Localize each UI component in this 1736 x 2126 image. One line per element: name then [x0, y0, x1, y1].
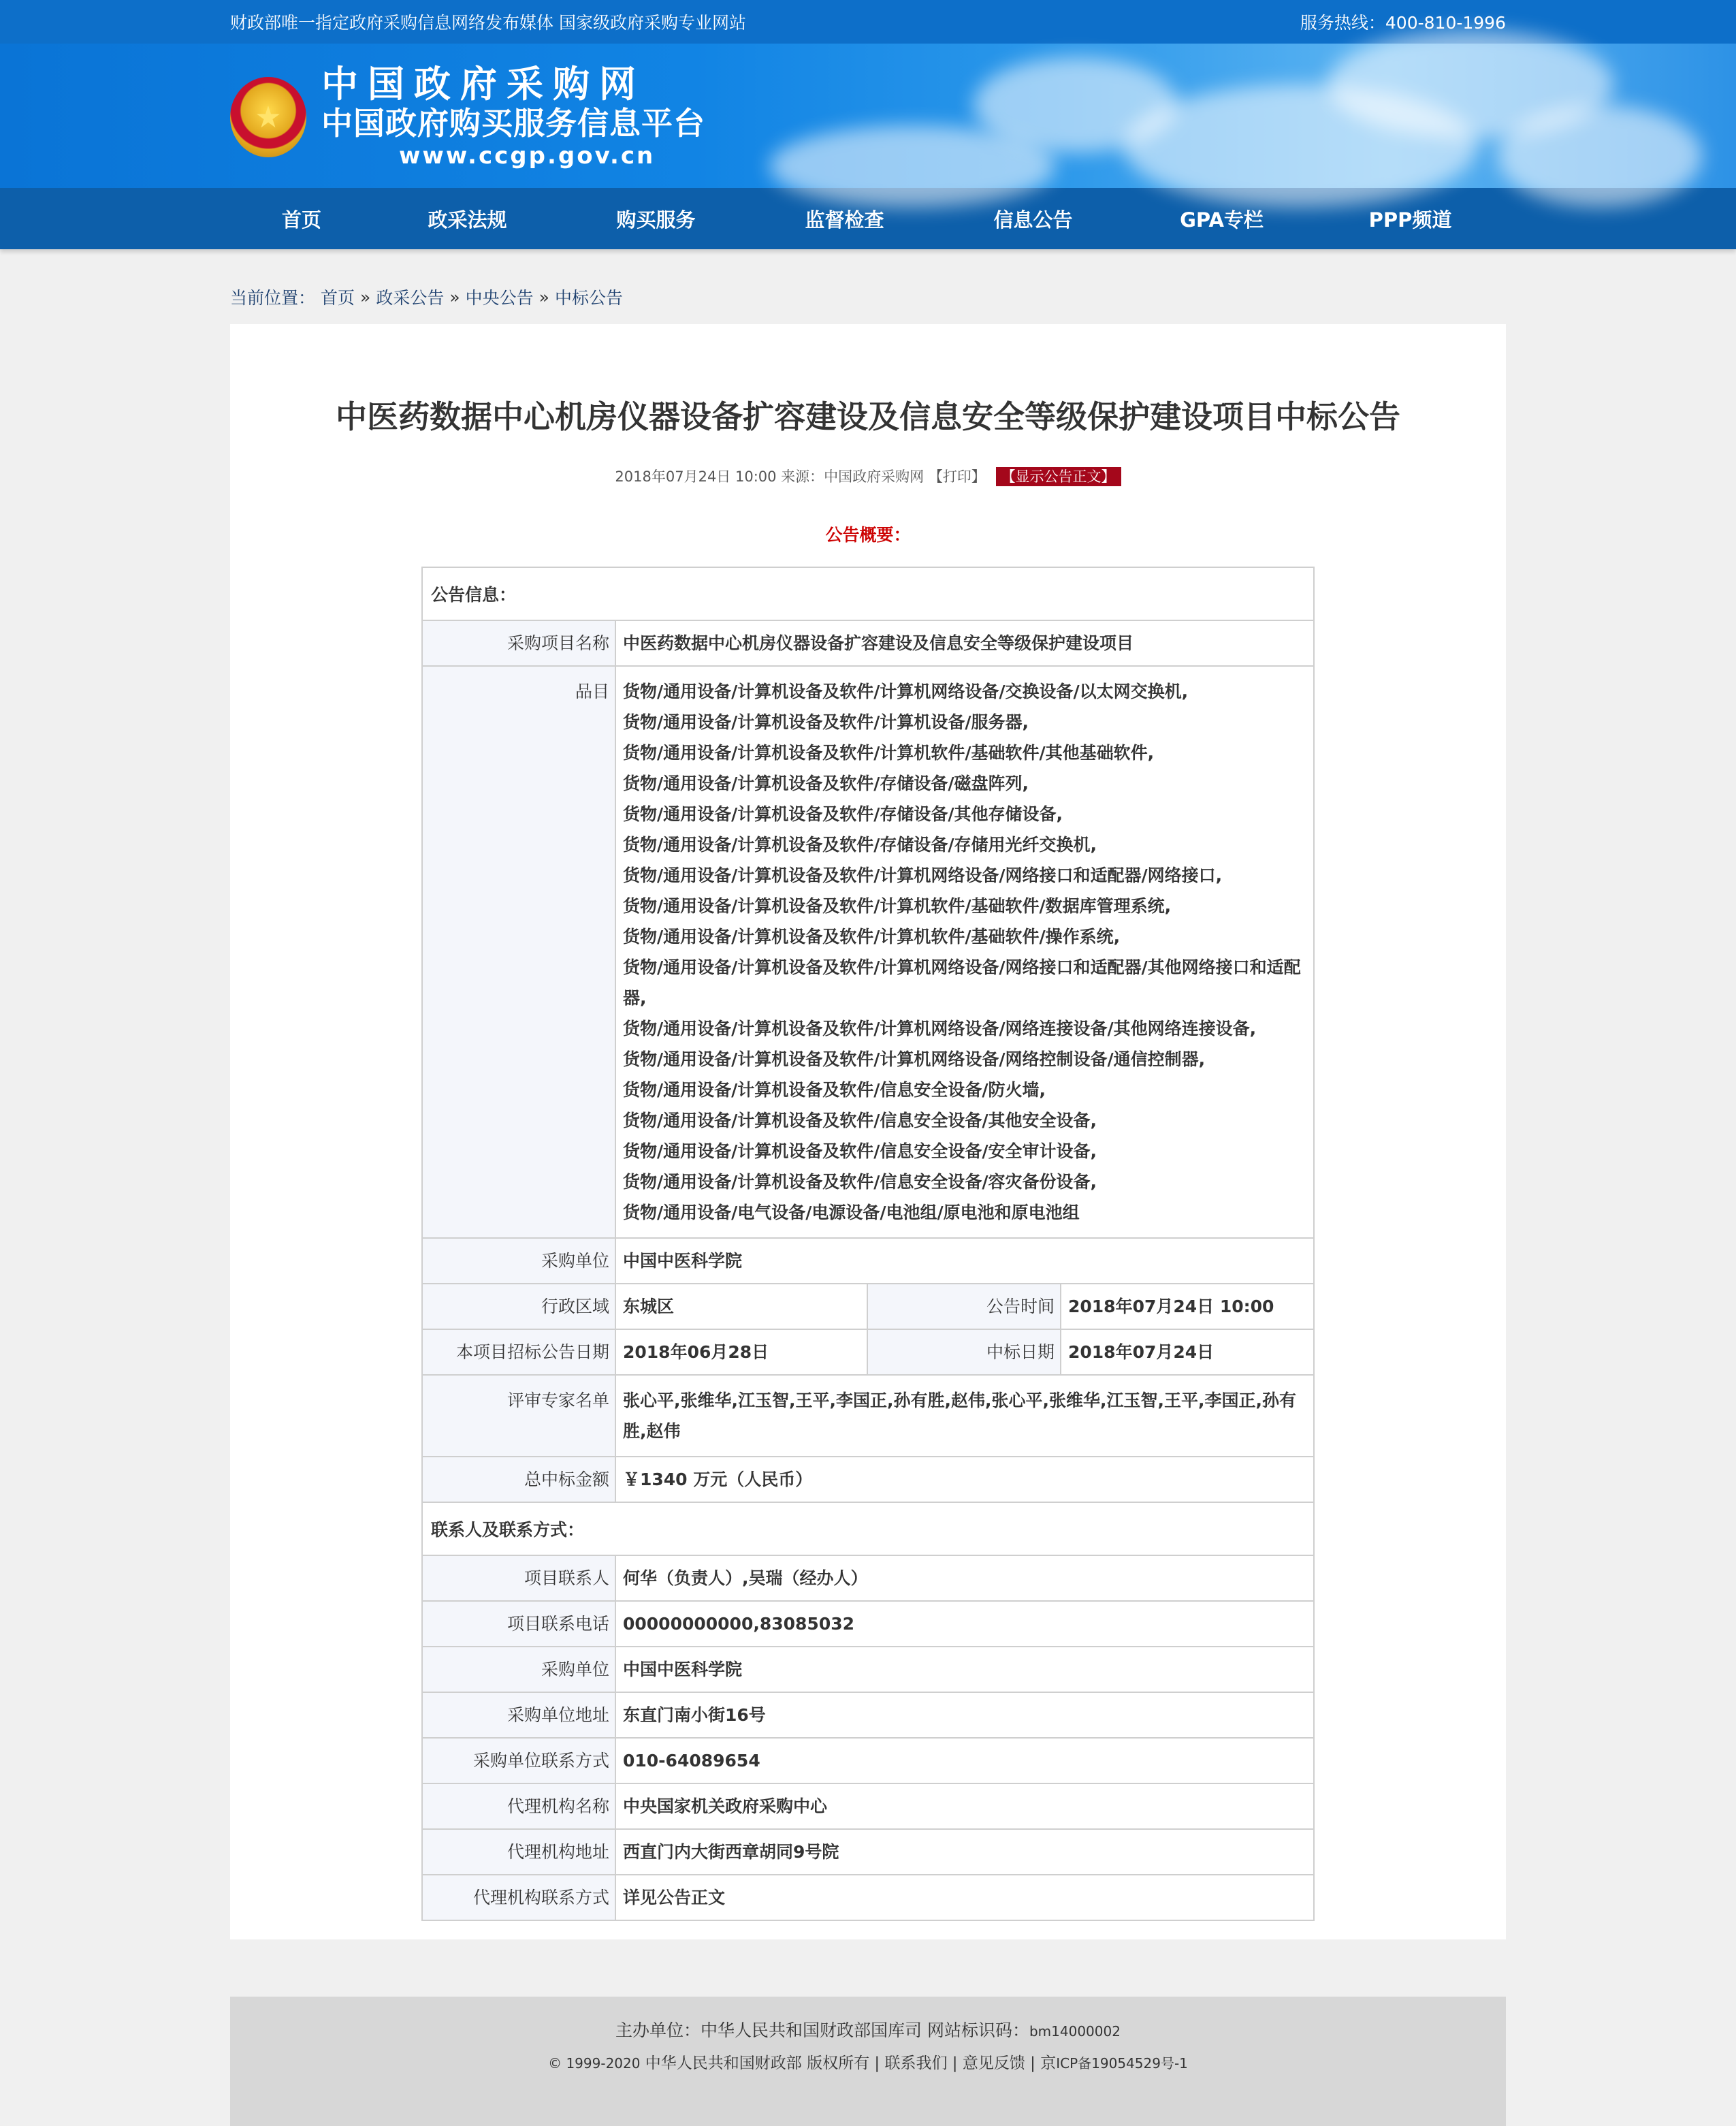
bid-date-label: 本项目招标公告日期 — [422, 1329, 615, 1375]
category-item: 货物/通用设备/电气设备/电源设备/电池组/原电池和原电池组 — [623, 1203, 1080, 1222]
contact-value: 何华（负责人）,吴瑞（经办人） — [615, 1555, 1314, 1601]
breadcrumb-separator: » — [539, 287, 549, 307]
category-item: 货物/通用设备/计算机设备及软件/计算机网络设备/网络控制设备/通信控制器, — [623, 1049, 1206, 1069]
breadcrumb-central[interactable]: 中央公告 — [465, 288, 534, 308]
nav-supervision[interactable]: 监督检查 — [805, 208, 884, 232]
category-list — [615, 666, 1314, 1238]
announce-time-label: 公告时间 — [867, 1284, 1061, 1329]
breadcrumb-award[interactable]: 中标公告 — [554, 288, 623, 308]
footer-copyright — [230, 2046, 1506, 2080]
purchaser-value: 中国中医科学院 — [615, 1238, 1314, 1284]
category-item: 货物/通用设备/计算机设备及软件/信息安全设备/其他安全设备, — [623, 1111, 1097, 1130]
footer-sponsor — [230, 2016, 1506, 2046]
category-item: 货物/通用设备/计算机设备及软件/存储设备/存储用光纤交换机, — [623, 835, 1097, 855]
table-row — [422, 1284, 1314, 1329]
nav-ppp[interactable]: PPP频道 — [1368, 208, 1452, 232]
slogan-text: 财政部唯一指定政府采购信息网络发布媒体 国家级政府采购专业网站 — [230, 13, 746, 33]
footer-copyright-year: © 1999-2020 — [548, 2055, 641, 2072]
table-row — [422, 1692, 1314, 1738]
agency-label: 代理机构名称 — [422, 1783, 615, 1829]
table-row — [422, 1238, 1314, 1284]
category-item: 货物/通用设备/计算机设备及软件/计算机软件/基础软件/操作系统, — [623, 927, 1121, 947]
article-title: 中医药数据中心机房仪器设备扩容建设及信息安全等级保护建设项目中标公告 — [336, 398, 1400, 435]
nav-purchase-services[interactable]: 购买服务 — [616, 208, 696, 232]
agency-address-value: 西直门内大街西章胡同9号院 — [615, 1829, 1314, 1875]
table-row — [422, 1601, 1314, 1647]
nav-gpa[interactable]: GPA专栏 — [1180, 208, 1264, 232]
category-item: 货物/通用设备/计算机设备及软件/计算机软件/基础软件/其他基础软件, — [623, 743, 1155, 763]
purchaser-contact-value: 010-64089654 — [615, 1738, 1314, 1783]
agency-contact-value: 详见公告正文 — [615, 1875, 1314, 1920]
purchaser2-label: 采购单位 — [422, 1647, 615, 1692]
category-item: 货物/通用设备/计算机设备及软件/计算机网络设备/交换设备/以太网交换机, — [623, 682, 1189, 701]
table-row — [422, 1783, 1314, 1829]
nav-home[interactable]: 首页 — [281, 208, 321, 232]
amount-value: ￥1340 万元（人民币） — [615, 1457, 1314, 1502]
purchaser-label: 采购单位 — [422, 1238, 615, 1284]
section-contact-info: 联系人及联系方式： — [422, 1502, 1314, 1555]
footer — [230, 1997, 1506, 2126]
show-full-text-button[interactable]: 【显示公告正文】 — [996, 467, 1121, 486]
breadcrumb-home[interactable]: 首页 — [321, 288, 355, 308]
agency-contact-label: 代理机构联系方式 — [422, 1875, 615, 1920]
nav-regulations[interactable]: 政采法规 — [428, 208, 507, 232]
category-item: 货物/通用设备/计算机设备及软件/存储设备/磁盘阵列, — [623, 774, 1029, 793]
phone-value: 00000000000,83085032 — [615, 1601, 1314, 1647]
footer-icp[interactable]: ICP备19054529号-1 — [1056, 2055, 1188, 2072]
hotline-text: 服务热线：400-810-1996 — [1300, 13, 1506, 33]
article-date-source: 2018年07月24日 10:00 来源：中国政府采购网 — [615, 469, 925, 485]
footer-site-code: bm14000002 — [1029, 2023, 1121, 2040]
table-row — [422, 1647, 1314, 1692]
breadcrumb-separator: » — [449, 287, 460, 307]
summary-heading: 公告概要： — [825, 525, 911, 545]
award-date-label: 中标日期 — [867, 1329, 1061, 1375]
cloud-decoration — [715, 44, 1736, 188]
category-item: 货物/通用设备/计算机设备及软件/计算机网络设备/网络接口和适配器/其他网络接口和适配器, — [623, 957, 1301, 1008]
table-row — [422, 1875, 1314, 1920]
breadcrumb-announcements[interactable]: 政采公告 — [376, 288, 445, 308]
header-banner — [0, 44, 1736, 188]
table-row — [422, 1457, 1314, 1502]
logo-title: 中国政府采购网 — [321, 63, 645, 106]
announcement-table — [421, 567, 1315, 1921]
category-item: 货物/通用设备/计算机设备及软件/信息安全设备/安全审计设备, — [623, 1141, 1097, 1161]
logo-subtitle: 中国政府购买服务信息平台 — [321, 105, 705, 142]
agency-value: 中央国家机关政府采购中心 — [615, 1783, 1314, 1829]
table-row — [422, 666, 1314, 1238]
section-announcement-info: 公告信息： — [422, 567, 1314, 620]
announce-time-value: 2018年07月24日 10:00 — [1061, 1284, 1314, 1329]
article-panel — [230, 324, 1506, 1939]
breadcrumb-separator: » — [360, 287, 371, 307]
amount-label: 总中标金额 — [422, 1457, 615, 1502]
region-value: 东城区 — [615, 1284, 867, 1329]
category-item: 货物/通用设备/计算机设备及软件/计算机设备/服务器, — [623, 712, 1029, 732]
category-item: 货物/通用设备/计算机设备及软件/计算机网络设备/网络连接设备/其他网络连接设备, — [623, 1019, 1257, 1038]
category-item: 货物/通用设备/计算机设备及软件/信息安全设备/防火墙, — [623, 1080, 1046, 1100]
footer-links[interactable]: 中华人民共和国财政部 版权所有 | 联系我们 | 意见反馈 | 京 — [645, 2054, 1057, 2072]
article-meta — [230, 466, 1506, 486]
contact-label: 项目联系人 — [422, 1555, 615, 1601]
table-row — [422, 1375, 1314, 1457]
nav-announcements[interactable]: 信息公告 — [993, 208, 1073, 232]
project-name-value: 中医药数据中心机房仪器设备扩容建设及信息安全等级保护建设项目 — [615, 620, 1314, 666]
purchaser2-value: 中国中医科学院 — [615, 1647, 1314, 1692]
logo-url: www.ccgp.gov.cn — [399, 142, 656, 170]
table-row — [422, 1829, 1314, 1875]
award-date-value: 2018年07月24日 — [1061, 1329, 1314, 1375]
phone-label: 项目联系电话 — [422, 1601, 615, 1647]
purchaser-contact-label: 采购单位联系方式 — [422, 1738, 615, 1783]
category-label: 品目 — [422, 666, 615, 1238]
category-item: 货物/通用设备/计算机设备及软件/计算机软件/基础软件/数据库管理系统, — [623, 896, 1172, 916]
bid-date-value: 2018年06月28日 — [615, 1329, 867, 1375]
category-item: 货物/通用设备/计算机设备及软件/存储设备/其他存储设备, — [623, 804, 1063, 824]
national-emblem-icon: ★ — [230, 77, 306, 157]
experts-value: 张心平,张维华,江玉智,王平,李国正,孙有胜,赵伟,张心平,张维华,江玉智,王平,李国正,孙有胜,赵伟 — [615, 1375, 1314, 1457]
region-label: 行政区域 — [422, 1284, 615, 1329]
breadcrumb — [230, 285, 1506, 309]
experts-label: 评审专家名单 — [422, 1375, 615, 1457]
agency-address-label: 代理机构地址 — [422, 1829, 615, 1875]
category-item: 货物/通用设备/计算机设备及软件/信息安全设备/容灾备份设备, — [623, 1172, 1097, 1192]
address-label: 采购单位地址 — [422, 1692, 615, 1738]
footer-sponsor-text: 主办单位：中华人民共和国财政部国库司 网站标识码： — [615, 2020, 1029, 2040]
table-row — [422, 1329, 1314, 1375]
site-logo[interactable] — [230, 64, 705, 170]
main-nav — [0, 188, 1736, 249]
category-item: 货物/通用设备/计算机设备及软件/计算机网络设备/网络接口和适配器/网络接口, — [623, 866, 1223, 885]
table-row — [422, 1555, 1314, 1601]
address-value: 东直门南小街16号 — [615, 1692, 1314, 1738]
project-name-label: 采购项目名称 — [422, 620, 615, 666]
table-row — [422, 1738, 1314, 1783]
table-row — [422, 620, 1314, 666]
breadcrumb-prefix: 当前位置： — [230, 288, 316, 308]
print-link[interactable]: 【打印】 — [928, 469, 986, 485]
